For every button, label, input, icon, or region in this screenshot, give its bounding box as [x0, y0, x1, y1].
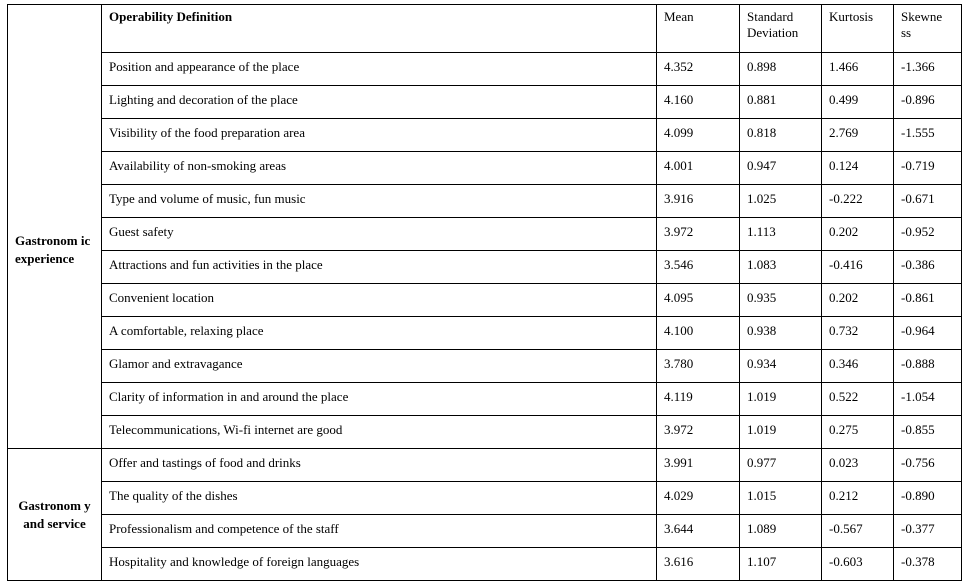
- mean-cell: 4.100: [657, 317, 740, 350]
- sd-cell: 1.113: [740, 218, 822, 251]
- skewness-cell: -1.054: [894, 383, 962, 416]
- table-row: [8, 152, 962, 185]
- definition-cell: Hospitality and knowledge of foreign languages: [102, 548, 657, 581]
- table-row: [8, 416, 962, 449]
- statistics-table: [7, 4, 962, 581]
- kurtosis-cell: 0.202: [822, 284, 894, 317]
- table-row: [8, 383, 962, 416]
- kurtosis-cell: 0.212: [822, 482, 894, 515]
- mean-cell: 3.616: [657, 548, 740, 581]
- kurtosis-cell: 0.275: [822, 416, 894, 449]
- definition-cell: Guest safety: [102, 218, 657, 251]
- definition-cell: Convenient location: [102, 284, 657, 317]
- sd-cell: 1.019: [740, 416, 822, 449]
- sd-cell: 1.083: [740, 251, 822, 284]
- category-header: [8, 5, 102, 53]
- table-row: [8, 515, 962, 548]
- skewness-cell: -0.378: [894, 548, 962, 581]
- definition-cell: Glamor and extravagance: [102, 350, 657, 383]
- skewness-cell: -0.855: [894, 416, 962, 449]
- skewness-cell: -0.952: [894, 218, 962, 251]
- sd-cell: 0.934: [740, 350, 822, 383]
- mean-cell: 4.095: [657, 284, 740, 317]
- table-row: [8, 119, 962, 152]
- sd-cell: 1.025: [740, 185, 822, 218]
- mean-cell: 4.001: [657, 152, 740, 185]
- header-row: [8, 5, 962, 53]
- table-row: [8, 185, 962, 218]
- skewness-cell: -0.888: [894, 350, 962, 383]
- table-row: [8, 53, 962, 86]
- sd-cell: 0.938: [740, 317, 822, 350]
- definition-cell: Offer and tastings of food and drinks: [102, 449, 657, 482]
- skewness-cell: -0.890: [894, 482, 962, 515]
- category-cell: Gastronom y and service: [8, 449, 102, 581]
- sd-cell: 0.818: [740, 119, 822, 152]
- kurtosis-header: Kurtosis: [822, 5, 894, 53]
- mean-cell: 3.916: [657, 185, 740, 218]
- kurtosis-cell: 0.023: [822, 449, 894, 482]
- definition-cell: Professionalism and competence of the staff: [102, 515, 657, 548]
- mean-cell: 3.644: [657, 515, 740, 548]
- table-row: [8, 284, 962, 317]
- skewness-cell: -1.366: [894, 53, 962, 86]
- table-row: [8, 548, 962, 581]
- definition-cell: Clarity of information in and around the place: [102, 383, 657, 416]
- mean-cell: 3.991: [657, 449, 740, 482]
- skewness-header: Skewne ss: [894, 5, 962, 53]
- skewness-cell: -0.719: [894, 152, 962, 185]
- kurtosis-cell: -0.603: [822, 548, 894, 581]
- skewness-cell: -0.377: [894, 515, 962, 548]
- sd-cell: 0.898: [740, 53, 822, 86]
- sd-cell: 0.935: [740, 284, 822, 317]
- sd-cell: 0.947: [740, 152, 822, 185]
- kurtosis-cell: 0.732: [822, 317, 894, 350]
- skewness-cell: -0.896: [894, 86, 962, 119]
- table-row: [8, 86, 962, 119]
- definition-cell: Type and volume of music, fun music: [102, 185, 657, 218]
- definition-cell: Position and appearance of the place: [102, 53, 657, 86]
- skewness-cell: -0.756: [894, 449, 962, 482]
- table-body: [8, 5, 962, 581]
- definition-cell: Lighting and decoration of the place: [102, 86, 657, 119]
- mean-cell: 3.972: [657, 218, 740, 251]
- table-row: [8, 350, 962, 383]
- definition-cell: Telecommunications, Wi-fi internet are good: [102, 416, 657, 449]
- mean-cell: 3.972: [657, 416, 740, 449]
- kurtosis-cell: 0.522: [822, 383, 894, 416]
- definition-header: Operability Definition: [102, 5, 657, 53]
- definition-cell: The quality of the dishes: [102, 482, 657, 515]
- mean-cell: 4.099: [657, 119, 740, 152]
- sd-cell: 1.019: [740, 383, 822, 416]
- definition-cell: A comfortable, relaxing place: [102, 317, 657, 350]
- mean-header: Mean: [657, 5, 740, 53]
- skewness-cell: -0.671: [894, 185, 962, 218]
- mean-cell: 4.160: [657, 86, 740, 119]
- sd-cell: 1.089: [740, 515, 822, 548]
- sd-cell: 1.015: [740, 482, 822, 515]
- sd-header: Standard Deviation: [740, 5, 822, 53]
- table-row: [8, 449, 962, 482]
- sd-cell: 0.977: [740, 449, 822, 482]
- kurtosis-cell: 0.202: [822, 218, 894, 251]
- mean-cell: 3.546: [657, 251, 740, 284]
- kurtosis-cell: -0.222: [822, 185, 894, 218]
- skewness-cell: -1.555: [894, 119, 962, 152]
- mean-cell: 4.119: [657, 383, 740, 416]
- kurtosis-cell: 0.499: [822, 86, 894, 119]
- kurtosis-cell: 2.769: [822, 119, 894, 152]
- skewness-cell: -0.964: [894, 317, 962, 350]
- kurtosis-cell: 0.346: [822, 350, 894, 383]
- sd-cell: 0.881: [740, 86, 822, 119]
- kurtosis-cell: -0.416: [822, 251, 894, 284]
- kurtosis-cell: -0.567: [822, 515, 894, 548]
- table-row: [8, 482, 962, 515]
- definition-cell: Visibility of the food preparation area: [102, 119, 657, 152]
- skewness-cell: -0.386: [894, 251, 962, 284]
- category-cell: Gastronom ic experience: [8, 53, 102, 449]
- mean-cell: 4.352: [657, 53, 740, 86]
- definition-cell: Attractions and fun activities in the place: [102, 251, 657, 284]
- table-row: [8, 317, 962, 350]
- table-row: [8, 218, 962, 251]
- kurtosis-cell: 0.124: [822, 152, 894, 185]
- mean-cell: 3.780: [657, 350, 740, 383]
- table-row: [8, 251, 962, 284]
- definition-cell: Availability of non-smoking areas: [102, 152, 657, 185]
- mean-cell: 4.029: [657, 482, 740, 515]
- kurtosis-cell: 1.466: [822, 53, 894, 86]
- skewness-cell: -0.861: [894, 284, 962, 317]
- sd-cell: 1.107: [740, 548, 822, 581]
